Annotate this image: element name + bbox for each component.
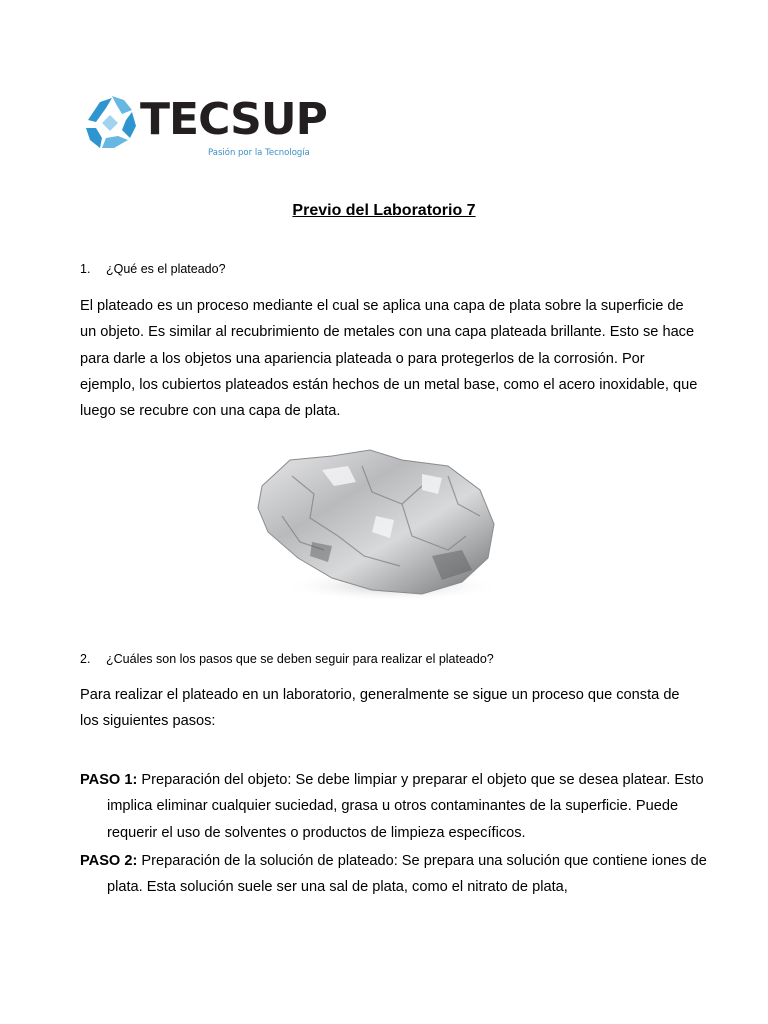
logo-wordmark: TECSUP bbox=[140, 94, 327, 145]
recycle-arrows-icon bbox=[82, 92, 140, 154]
question-1 bbox=[80, 262, 226, 276]
silver-rock-image bbox=[252, 446, 502, 606]
step-2-label: PASO 2: bbox=[80, 853, 138, 869]
step-1 bbox=[80, 767, 727, 846]
step-1-text: Preparación del objeto: Se debe limpiar y preparar el objeto que se desea platear. Esto implica eliminar cualquier suciedad, grasa u otros contaminantes de la superficie. Puede requerir el uso de solventes o productos de limpieza específicos. bbox=[107, 772, 704, 841]
question-1-text: ¿Qué es el plateado? bbox=[106, 262, 226, 276]
step-2 bbox=[80, 848, 727, 901]
question-2 bbox=[80, 652, 494, 666]
question-1-number: 1. bbox=[80, 262, 91, 276]
step-2-text: Preparación de la solución de plateado: Se prepara una solución que contiene iones de plata. Esta solución suele ser una sal de plata, como el nitrato de plata, bbox=[107, 853, 707, 896]
step-1-label: PASO 1: bbox=[80, 772, 138, 788]
document-title: Previo del Laboratorio 7 bbox=[292, 202, 476, 219]
answer-1-paragraph: El plateado es un proceso mediante el cual se aplica una capa de plata sobre la superficie de un objeto. Es similar al recubrimiento de metales con una capa plateada brillante. Esto se hace para darle a los objetos una apariencia plateada o para protegerlos de la corrosión. Por ejemplo, los cubiertos plateados están hechos de un metal base, como el acero inoxidable, que luego se recubre con una capa de plata. bbox=[80, 298, 698, 420]
question-2-number: 2. bbox=[80, 652, 91, 666]
tecsup-logo bbox=[82, 92, 327, 164]
logo-tagline: Pasión por la Tecnología bbox=[208, 148, 310, 158]
answer-2-intro: Para realizar el plateado en un laboratorio, generalmente se sigue un proceso que consta de los siguientes pasos: bbox=[80, 687, 680, 730]
question-2-text: ¿Cuáles son los pasos que se deben seguir para realizar el plateado? bbox=[106, 652, 494, 666]
